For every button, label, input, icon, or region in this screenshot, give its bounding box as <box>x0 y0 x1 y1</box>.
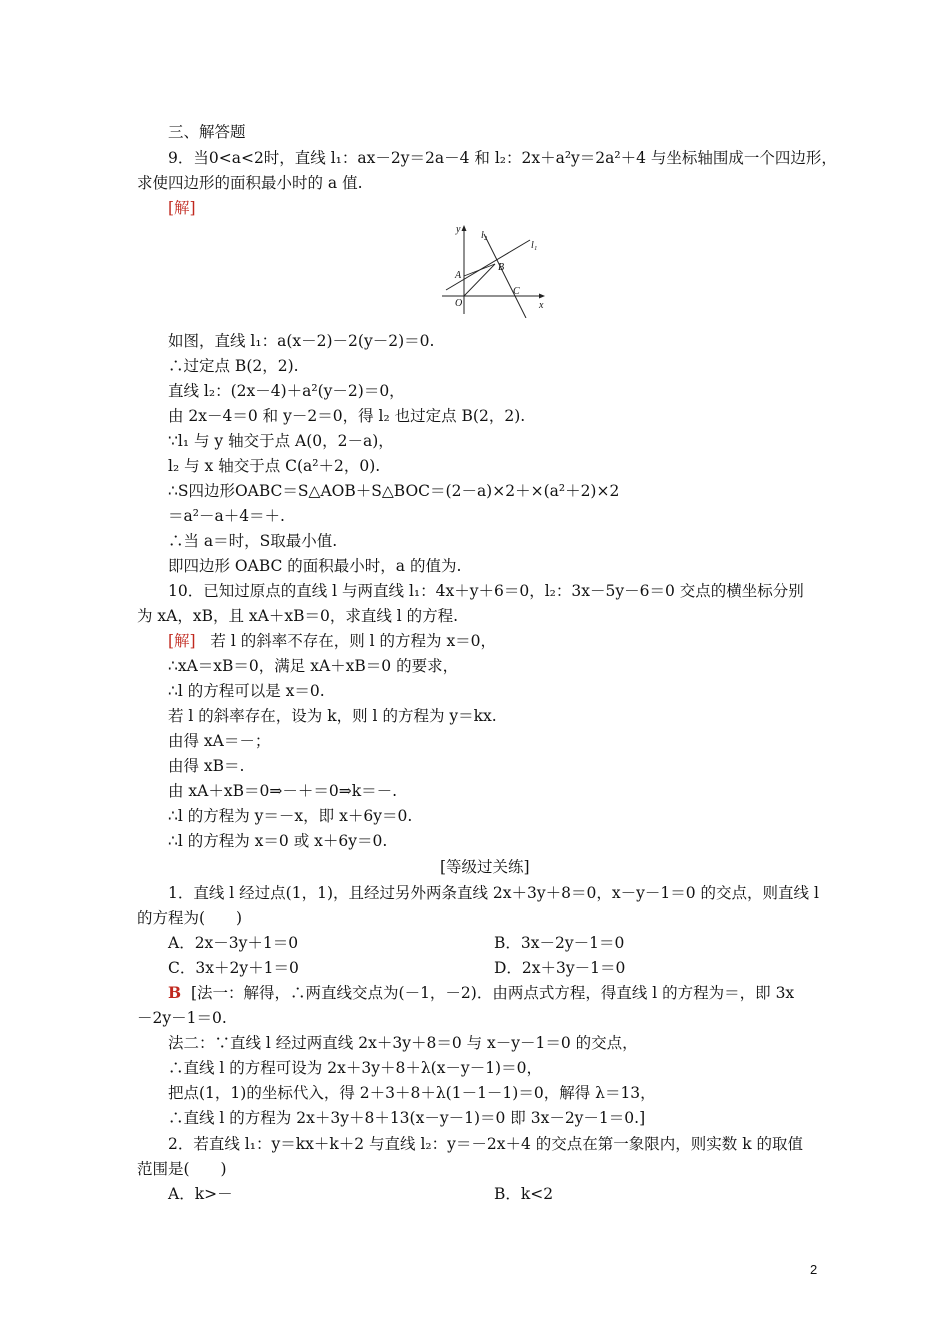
p1-solution-line: ∴直线 l 的方程可设为 2x＋3y＋8＋λ(x－y－1)＝0， <box>168 1059 542 1077</box>
p2-option-b: B．k<2 <box>494 1185 554 1203</box>
q10-solution-line: 由 xA＋xB＝0⇒－＋＝0⇒k＝－. <box>168 782 398 800</box>
q10-solution-line: 由得 xA＝－； <box>168 732 271 750</box>
p1-option-a: A．2x－3y＋1＝0 <box>168 934 299 952</box>
p1-stem-line-1: 1．直线 l 经过点(1，1)，且经过另外两条直线 2x＋3y＋8＝0，x－y－1＝0 的交点，则直线 l <box>168 884 819 902</box>
q9-stem-line-1: 9．当0<a<2时，直线 l₁：ax－2y＝2a－4 和 l₂：2x＋a²y＝2a²＋4 与坐标轴围成一个四边形， <box>168 149 837 167</box>
label-x: x <box>539 300 544 311</box>
q10-solution-line: ∴l 的方程为 y＝－x，即 x＋6y＝0. <box>168 807 413 825</box>
q9-solution-line: 直线 l₂：(2x－4)＋a²(y－2)＝0， <box>168 382 405 400</box>
p1-solution-line: ∴直线 l 的方程为 2x＋3y＋8＋13(x－y－1)＝0 即 3x－2y－1＝0.] <box>168 1109 646 1127</box>
p1-solution-line: 法二：∵直线 l 经过两直线 2x＋3y＋8＝0 与 x－y－1＝0 的交点， <box>168 1034 638 1052</box>
level-heading: [等级过关练] <box>440 858 530 876</box>
p1-solution-first-line <box>168 982 794 1004</box>
q10-solution-text: 若 l 的斜率不存在，则 l 的方程为 x＝0， <box>210 632 497 650</box>
page-number: 2 <box>810 1262 818 1277</box>
q9-solution-line: 由 2x－4＝0 和 y－2＝0，得 l₂ 也过定点 B(2，2). <box>168 407 526 425</box>
segment-AB <box>464 264 495 276</box>
q10-stem-line-1: 10．已知过原点的直线 l 与两直线 l₁：4x＋y＋6＝0，l₂：3x－5y－6＝0 交点的横坐标分别 <box>168 582 804 600</box>
x-axis-arrow <box>539 294 545 299</box>
q9-solution-tag: [解] <box>168 199 196 217</box>
p2-stem-line-1: 2．若直线 l₁：y＝kx＋k＋2 与直线 l₂：y＝－2x＋4 的交点在第一象限内，则实数 k 的取值 <box>168 1135 804 1153</box>
q9-solution-line: 即四边形 OABC 的面积最小时，a 的值为. <box>168 557 462 575</box>
line-l1 <box>446 240 530 290</box>
q10-solution-first-line <box>168 630 496 652</box>
q9-solution-line: ∴S四边形OABC＝S△AOB＋S△BOC＝(2－a)×2＋×(a²＋2)×2 <box>168 482 620 500</box>
p1-option-b: B．3x－2y－1＝0 <box>494 934 625 952</box>
q10-solution-line: ∴l 的方程为 x＝0 或 x＋6y＝0. <box>168 832 388 850</box>
label-B: B <box>498 262 505 273</box>
label-y: y <box>456 224 461 235</box>
q9-solution-line: ＝a²－a＋4＝＋. <box>168 507 285 525</box>
section-heading: 三、解答题 <box>168 123 246 141</box>
label-C: C <box>513 286 520 297</box>
q9-solution-line: ∴当 a＝时，S取最小值. <box>168 532 338 550</box>
segment-OB <box>464 264 495 296</box>
p2-stem-line-2: 范围是( ) <box>137 1160 227 1178</box>
q10-solution-line: ∴xA＝xB＝0，满足 xA＋xB＝0 的要求， <box>168 657 459 675</box>
p1-solution-line: 把点(1，1)的坐标代入，得 2＋3＋8＋λ(1－1－1)＝0，解得 λ＝13， <box>168 1084 656 1102</box>
p1-solution-text: [法一：解得，∴两直线交点为(－1，－2)．由两点式方程，得直线 l 的方程为＝，即 3x <box>190 984 795 1002</box>
p1-stem-line-2: 的方程为( ) <box>137 909 243 927</box>
q10-solution-line: 由得 xB＝. <box>168 757 245 775</box>
q9-stem-line-2: 求使四边形的面积最小时的 a 值. <box>137 174 363 192</box>
q9-solution-line: ∵l₁ 与 y 轴交于点 A(0，2－a)， <box>168 432 394 450</box>
p1-solution-line: －2y－1＝0. <box>137 1009 227 1027</box>
label-l2: l₂ <box>481 230 488 241</box>
p2-option-a: A．k>－ <box>168 1185 233 1203</box>
q9-solution-line: 如图，直线 l₁：a(x－2)－2(y－2)＝0. <box>168 332 435 350</box>
y-axis-arrow <box>462 225 467 231</box>
label-O: O <box>455 298 463 309</box>
q9-coordinate-figure <box>438 222 550 318</box>
q9-solution-line: ∴过定点 B(2，2). <box>168 357 299 375</box>
q10-stem-line-2: 为 xA，xB，且 xA＋xB＝0，求直线 l 的方程. <box>137 607 459 625</box>
q10-solution-line: 若 l 的斜率存在，设为 k，则 l 的方程为 y＝kx. <box>168 707 497 725</box>
label-l1: l₁ <box>531 240 538 251</box>
p1-option-c: C．3x＋2y＋1＝0 <box>168 959 299 977</box>
q10-solution-tag: [解] <box>168 632 196 650</box>
p1-option-d: D．2x＋3y－1＝0 <box>494 959 626 977</box>
p1-answer: B <box>168 983 182 1002</box>
q9-solution-line: l₂ 与 x 轴交于点 C(a²＋2，0). <box>168 457 381 475</box>
label-A: A <box>455 270 462 281</box>
q10-solution-line: ∴l 的方程可以是 x＝0. <box>168 682 325 700</box>
